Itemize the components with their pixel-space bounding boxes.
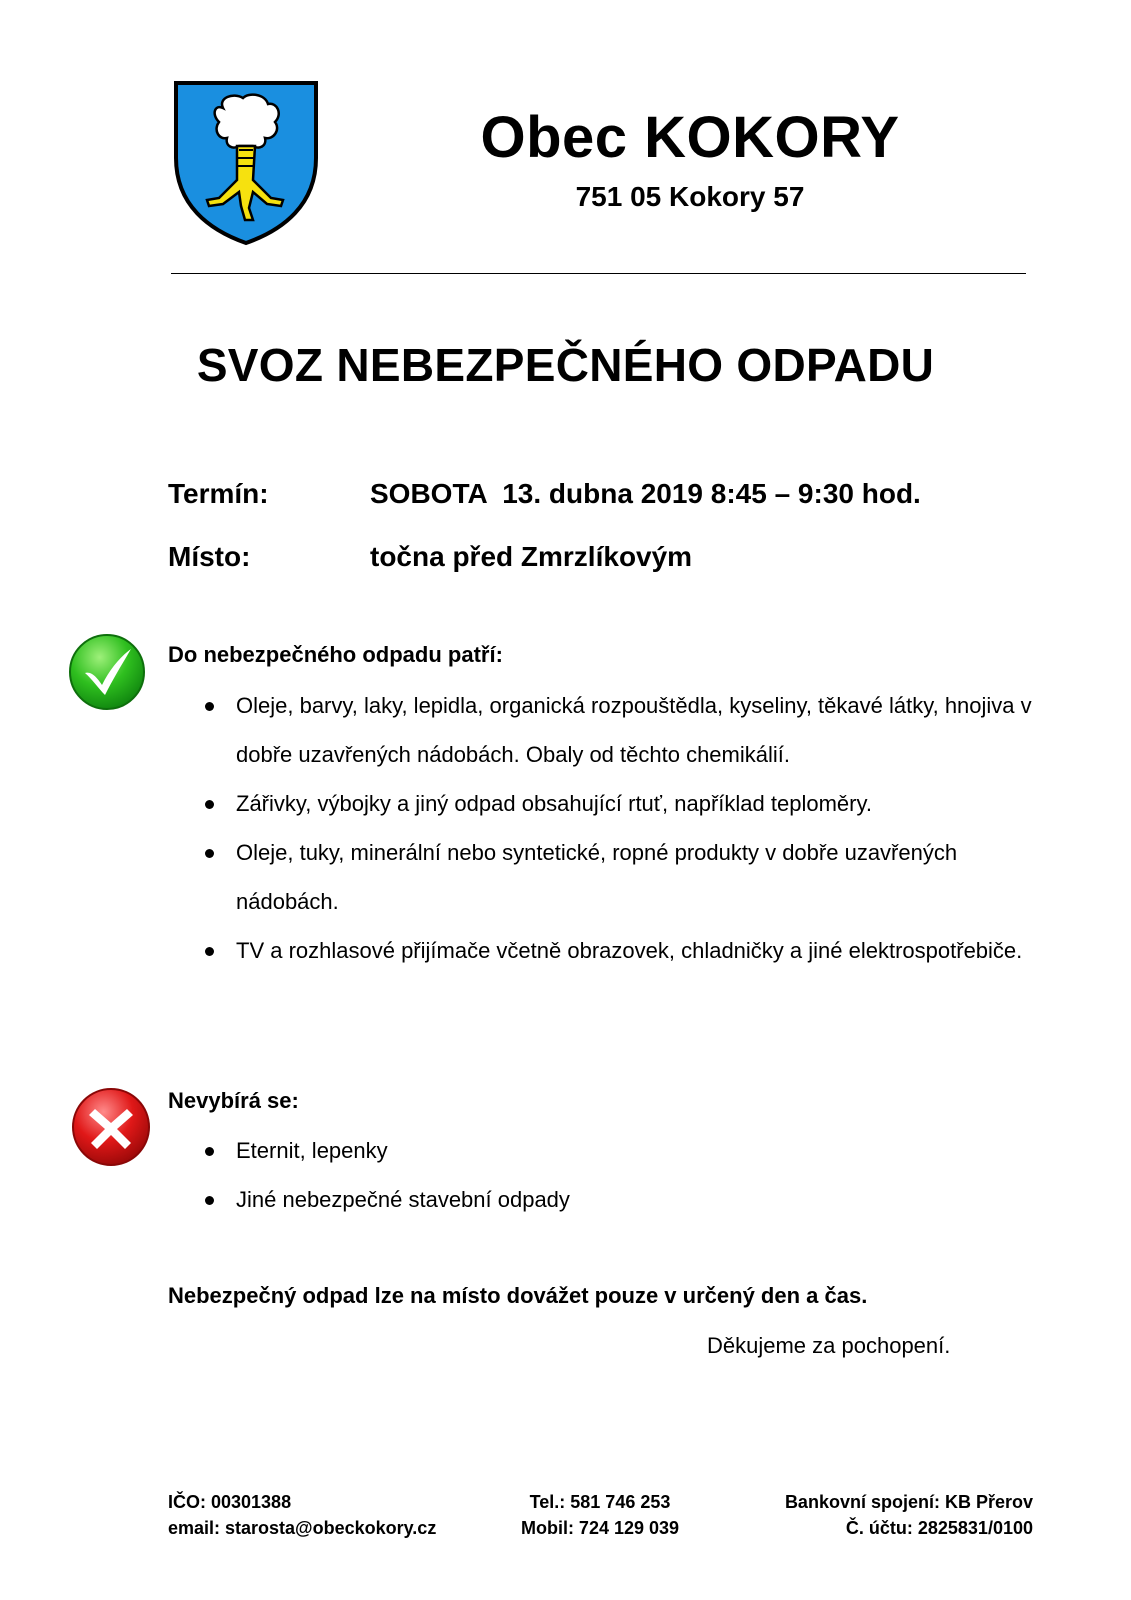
email-link[interactable]: email: starosta@obeckokory.cz	[168, 1518, 437, 1538]
bank-info: Bankovní spojení: KB Přerov	[784, 1492, 1033, 1512]
place-label: Místo:	[168, 541, 251, 572]
rejected-items-list	[205, 1126, 1035, 1224]
notice-text: Nebezpečný odpad lze na místo dovážet pouze v určený den a čas.	[168, 1283, 868, 1308]
municipality-title: Obec KOKORY	[480, 105, 900, 170]
list-item: Eternit, lepenky	[205, 1126, 1035, 1175]
rejected-section-title: Nevybírá se:	[168, 1088, 299, 1113]
mobile-number: Mobil: 724 129 039	[520, 1518, 680, 1538]
account-number: Č. účtu: 2825831/0100	[845, 1518, 1033, 1538]
municipality-address: 751 05 Kokory 57	[575, 181, 805, 212]
page-headline: SVOZ NEBEZPEČNÉHO ODPADU	[196, 339, 935, 391]
list-item: Oleje, tuky, minerální nebo syntetické, ropné produkty v dobře uzavřených nádobách.	[205, 828, 1035, 926]
term-label: Termín:	[168, 478, 269, 509]
header-divider	[171, 273, 1026, 274]
cross-icon	[71, 1087, 151, 1167]
list-item: Oleje, barvy, laky, lepidla, organická rozpouštědla, kyseliny, těkavé látky, hnojiva v dobře uzavřených nádobách. Obaly od těchto chemikálií.	[205, 681, 1035, 779]
thanks-text: Děkujeme za pochopení.	[707, 1333, 951, 1358]
list-item: TV a rozhlasové přijímače včetně obrazovek, chladničky a jiné elektrospotřebiče.	[205, 926, 1035, 975]
check-icon	[68, 633, 146, 711]
accepted-section-title: Do nebezpečného odpadu patří:	[168, 642, 503, 667]
footer-right	[760, 1489, 1033, 1541]
footer-left	[168, 1489, 436, 1541]
accepted-items-list	[205, 681, 1035, 975]
phone-number: Tel.: 581 746 253	[529, 1492, 671, 1512]
ico-number: IČO: 00301388	[168, 1492, 292, 1512]
coat-of-arms-icon	[173, 80, 319, 246]
list-item: Zářivky, výbojky a jiný odpad obsahující rtuť, například teploměry.	[205, 779, 1035, 828]
term-value: SOBOTA 13. dubna 2019 8:45 – 9:30 hod.	[370, 478, 921, 509]
place-value: točna před Zmrzlíkovým	[370, 541, 693, 572]
list-item: Jiné nebezpečné stavební odpady	[205, 1175, 1035, 1224]
footer-center	[470, 1489, 730, 1541]
